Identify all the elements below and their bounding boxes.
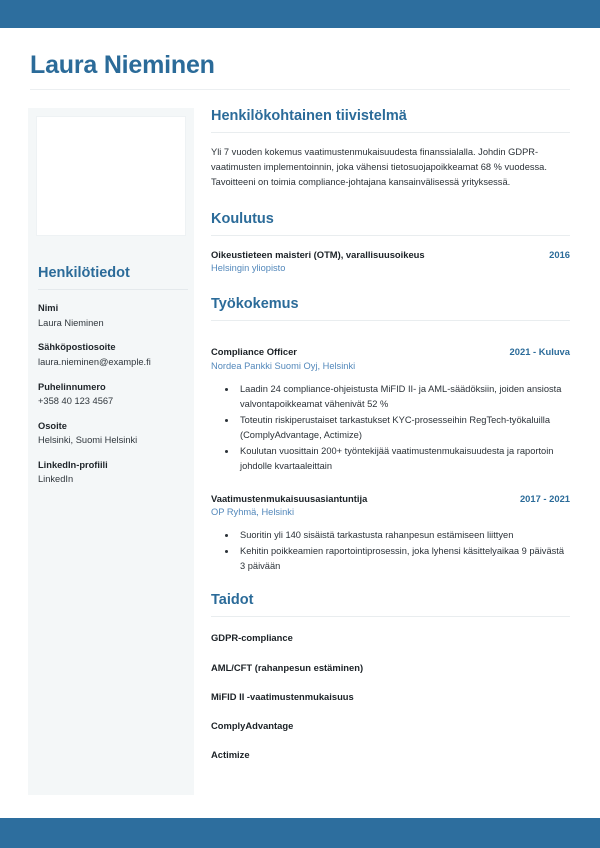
section-divider-summary — [211, 132, 570, 133]
contact-field — [38, 302, 188, 329]
section-divider-education — [211, 235, 570, 236]
experience-entry-date: 2017 - 2021 — [519, 492, 570, 504]
section-heading-experience: Työkokemus — [211, 296, 299, 313]
contact-field-label: Osoite — [38, 420, 67, 431]
experience-entry-header — [211, 345, 570, 358]
page-title: Laura Nieminen — [30, 51, 215, 79]
list-item: • Koulutan vuosittain 200+ työntekijää vaatimustenmukaisuudesta ja raportoin johdolle kvartaaleittain — [237, 444, 570, 474]
contact-field-label: LinkedIn-profiili — [38, 459, 108, 470]
sidebar-content — [38, 265, 188, 498]
contact-field — [38, 381, 188, 408]
experience-entry-list — [211, 345, 570, 574]
education-entry-date: 2016 — [549, 248, 570, 260]
contact-field-value: Laura Nieminen — [38, 317, 104, 328]
contact-field — [38, 341, 188, 368]
sidebar-heading-personal-details: Henkilötiedot — [38, 265, 130, 281]
section-skills — [211, 592, 570, 761]
skill-item: ComplyAdvantage — [211, 719, 294, 731]
education-entry-title: Oikeustieteen maisteri (OTM), varallisuusoikeus — [211, 248, 425, 260]
experience-entry-title: Compliance Officer — [211, 346, 297, 358]
experience-entry-date: 2021 - Kuluva — [509, 346, 570, 358]
skill-list — [211, 631, 570, 761]
section-education — [211, 211, 570, 276]
contact-field-value[interactable]: LinkedIn — [38, 474, 74, 485]
bottom-accent-bar — [0, 818, 600, 848]
education-entry-header — [211, 248, 570, 261]
experience-entry-organization: OP Ryhmä, Helsinki — [211, 506, 295, 517]
contact-field — [38, 459, 188, 486]
experience-entry-title: Vaatimustenmukaisuusasiantuntija — [211, 492, 368, 504]
experience-bullet-list — [211, 382, 570, 474]
title-divider — [30, 89, 570, 90]
contact-field-label: Nimi — [38, 303, 59, 314]
education-entry-list — [211, 248, 570, 276]
skill-item: AML/CFT (rahanpesun estäminen) — [211, 661, 364, 673]
skill-item: GDPR-compliance — [211, 632, 293, 644]
experience-entry — [211, 345, 570, 473]
top-accent-bar — [0, 0, 600, 28]
section-heading-education: Koulutus — [211, 210, 274, 227]
summary-text: Yli 7 vuoden kokemus vaatimustenmukaisuudesta finanssialalla. Johdin GDPR-vaatimusten implementoinnin, joka vähensi tietosuojapoikkeamat 68 % vuodessa. Tavoitteeni on toimia compliance-johtajana kansainvälisessä yrityksessä. — [211, 147, 547, 188]
contact-field-label: Puhelinnumero — [38, 381, 106, 392]
section-heading-skills: Taidot — [211, 592, 254, 609]
section-experience — [211, 296, 570, 574]
education-entry — [211, 248, 570, 276]
list-item: • Suoritin yli 140 sisäistä tarkastusta rahanpesun estämiseen liittyen — [237, 528, 570, 543]
skill-item: MiFID II -vaatimustenmukaisuus — [211, 690, 354, 702]
profile-photo-placeholder — [36, 116, 186, 236]
section-summary — [211, 108, 570, 191]
main-content — [211, 108, 570, 777]
sidebar-heading-divider — [38, 289, 188, 290]
list-item: • Laadin 24 compliance-ohjeistusta MiFID II- ja AML-säädöksiin, joiden ansiosta valvontapoikkeamat vähenivät 52 % — [237, 382, 570, 412]
contact-field-value: laura.nieminen@example.fi — [38, 357, 151, 368]
experience-entry — [211, 492, 570, 574]
contact-field-value: Helsinki, Suomi Helsinki — [38, 435, 138, 446]
skill-item: Actimize — [211, 749, 250, 761]
experience-bullet-list — [211, 528, 570, 574]
experience-entry-organization: Nordea Pankki Suomi Oyj, Helsinki — [211, 360, 356, 371]
contact-field-list — [38, 302, 188, 485]
section-divider-skills — [211, 616, 570, 617]
section-heading-summary: Henkilökohtainen tiivistelmä — [211, 108, 407, 124]
education-entry-organization: Helsingin yliopisto — [211, 263, 286, 274]
contact-field-value: +358 40 123 4567 — [38, 396, 114, 407]
contact-field — [38, 420, 188, 447]
list-item: • Kehitin poikkeamien raportointiprosessin, joka lyhensi käsittelyaikaa 9 päivästä 3 päivään — [237, 544, 570, 574]
list-item: • Toteutin riskiperustaiset tarkastukset KYC-prosesseihin RegTech-työkaluilla (ComplyAdvantage, Actimize) — [237, 413, 570, 443]
contact-field-label: Sähköpostiosoite — [38, 342, 116, 353]
experience-entry-header — [211, 492, 570, 505]
